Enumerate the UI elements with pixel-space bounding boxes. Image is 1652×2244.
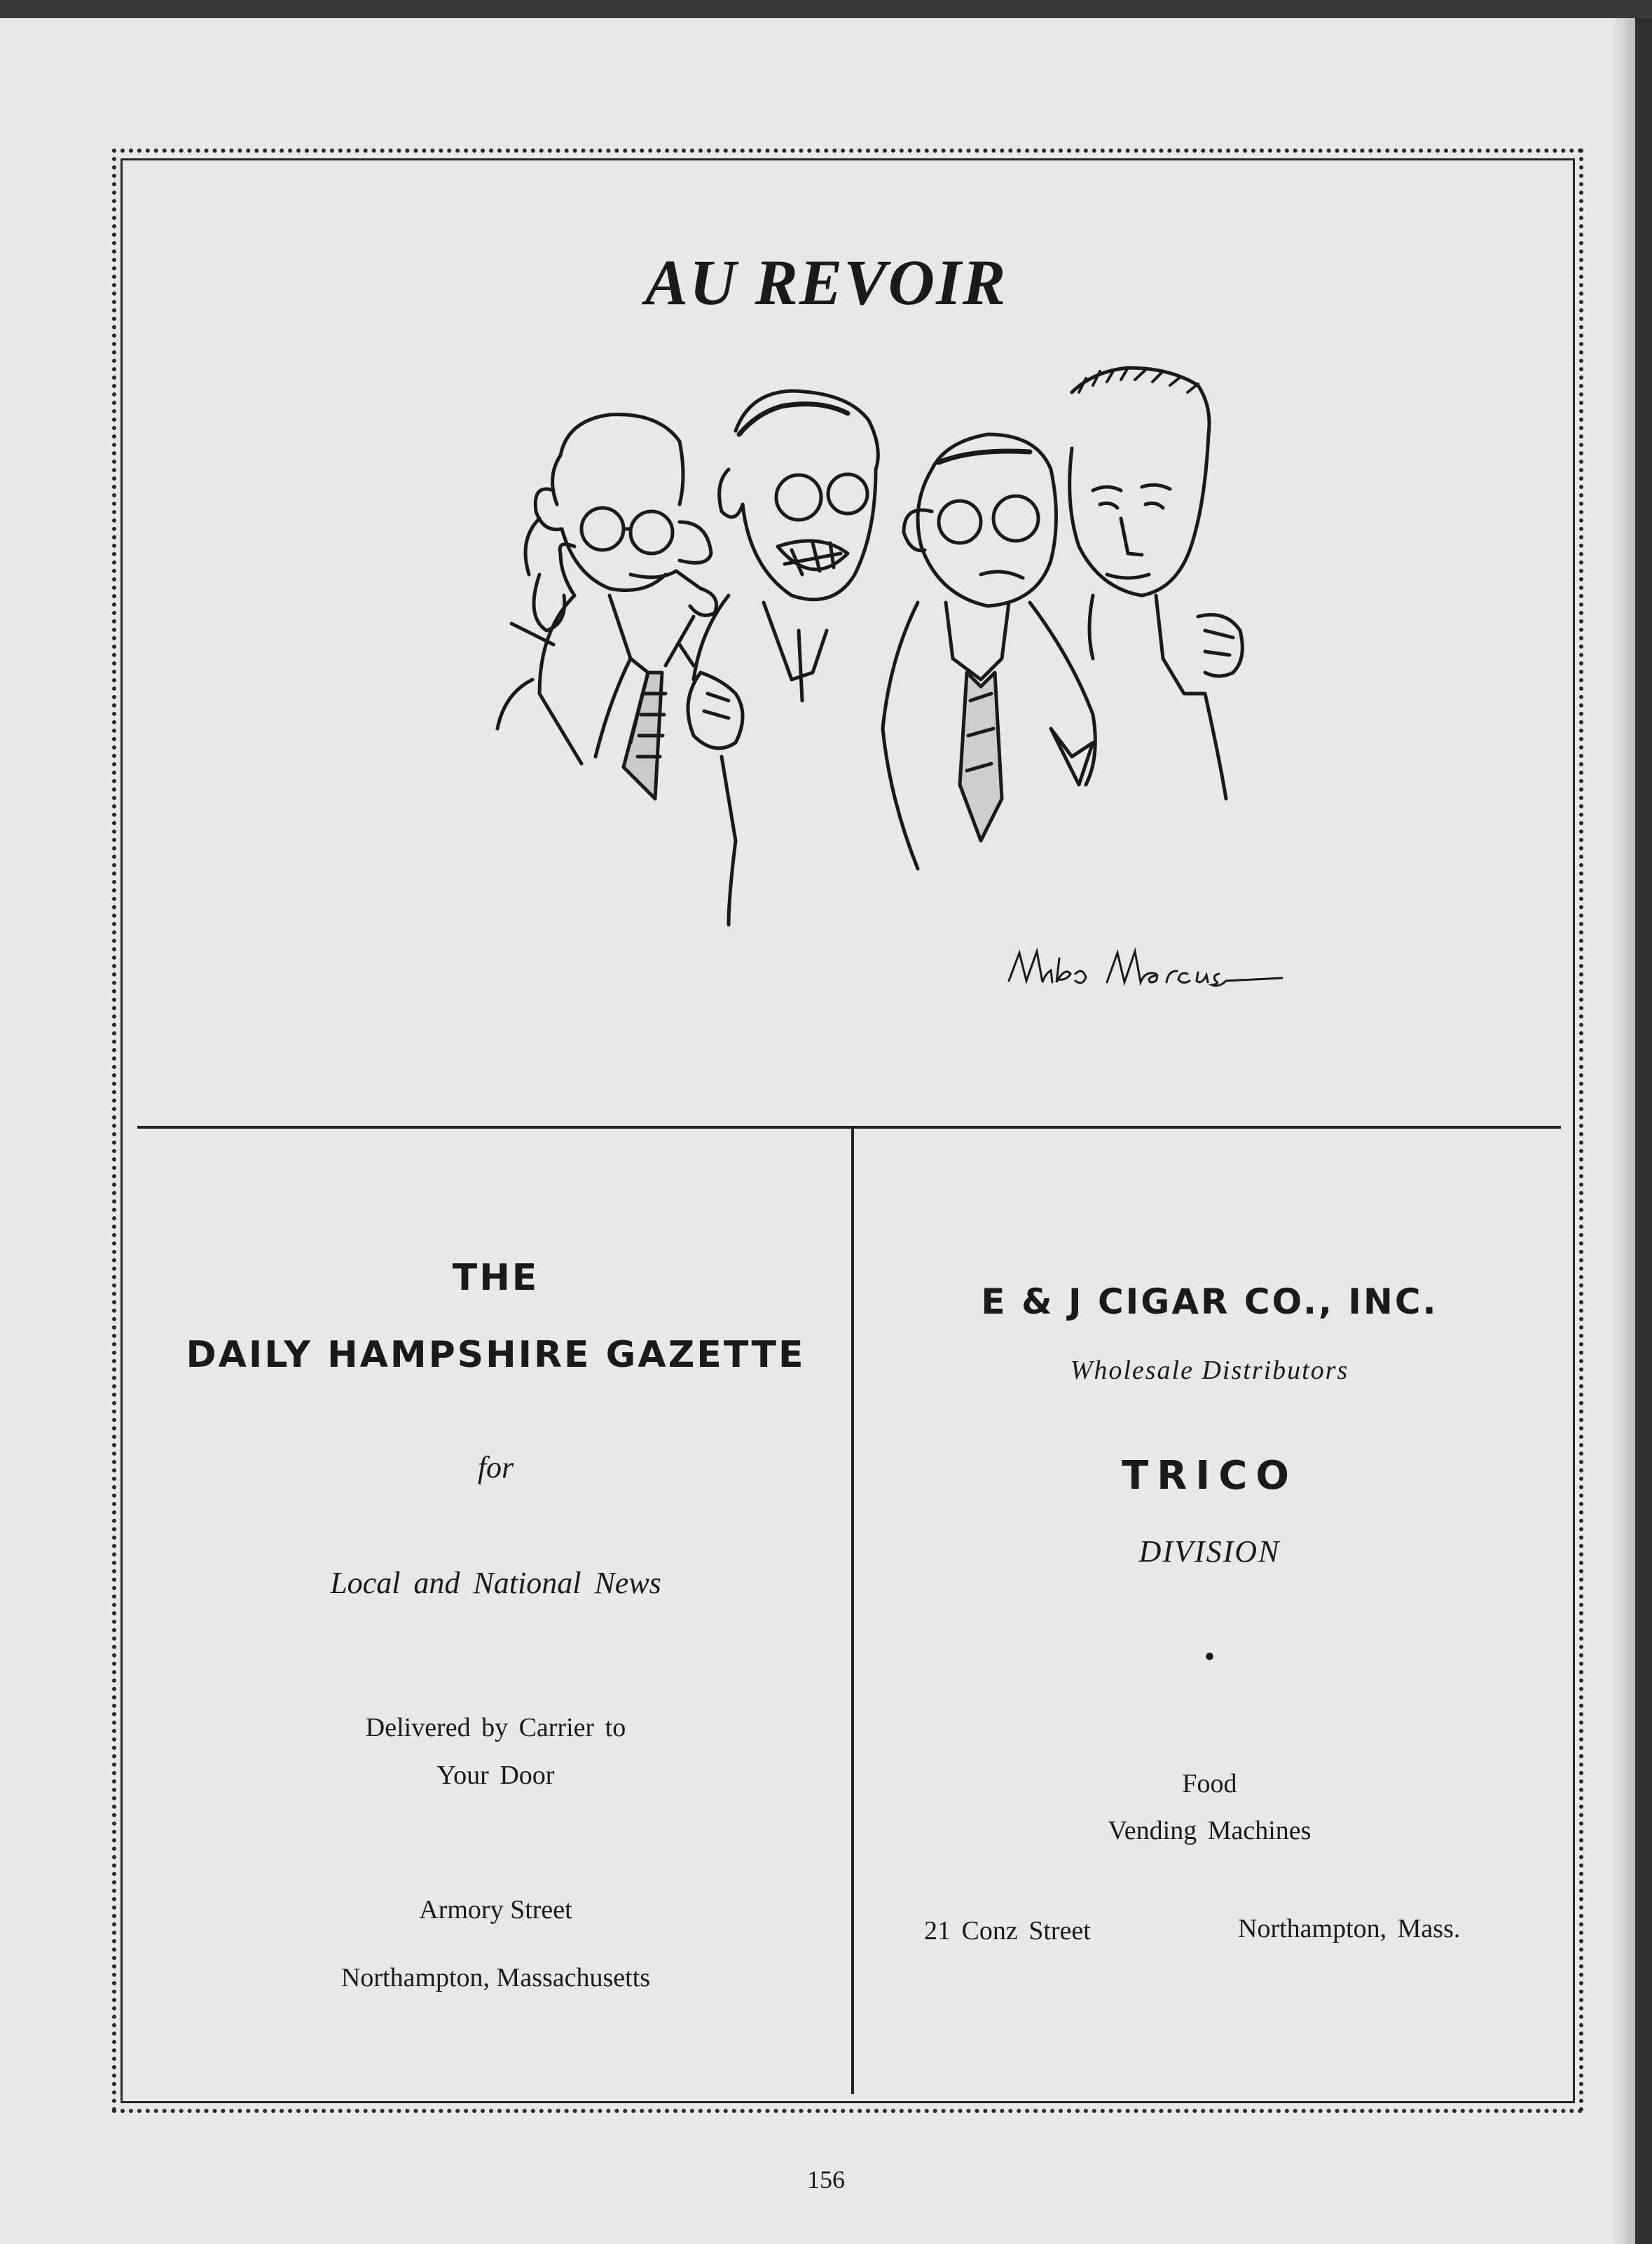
product-vending: Vending Machines <box>1108 1816 1312 1845</box>
gazette-advertisement <box>140 1127 851 2094</box>
gazette-delivery: Delivered by Carrier to <box>365 1713 626 1742</box>
artist-signature <box>1002 932 1296 1009</box>
cigar-tagline: Wholesale Distributors <box>1070 1356 1349 1385</box>
trico-brand: TRICO <box>1122 1453 1297 1499</box>
gazette-slogan: Local and National News <box>330 1566 661 1600</box>
man-grinning <box>688 391 878 925</box>
cigar-street: 21 Conz Street <box>924 1916 1091 1946</box>
cigar-company-advertisement <box>854 1127 1565 2094</box>
man-with-pipe <box>497 415 717 799</box>
gazette-street: Armory Street <box>419 1895 572 1925</box>
product-food: Food <box>1182 1769 1237 1798</box>
gazette-for: for <box>477 1450 514 1485</box>
bullet-separator: • <box>1204 1639 1216 1674</box>
cigar-city: Northampton, Mass. <box>1238 1914 1461 1943</box>
gazette-the: THE <box>452 1257 539 1299</box>
scan-top-edge <box>0 0 1652 18</box>
trico-division: DIVISION <box>1138 1534 1281 1569</box>
gazette-name: DAILY HAMPSHIRE GAZETTE <box>186 1334 806 1376</box>
caricature-illustration <box>399 364 1310 995</box>
page-gutter-shadow <box>1611 18 1635 2244</box>
man-frowning <box>883 434 1095 869</box>
scan-right-edge <box>1635 18 1652 2244</box>
gazette-city: Northampton, Massachusetts <box>340 1963 651 1992</box>
page-number: 156 <box>807 2166 845 2194</box>
gazette-door: Your Door <box>436 1761 555 1790</box>
cigar-company-name: E & J CIGAR CO., INC. <box>981 1281 1438 1322</box>
page-headline: AU REVOIR <box>645 247 1007 318</box>
